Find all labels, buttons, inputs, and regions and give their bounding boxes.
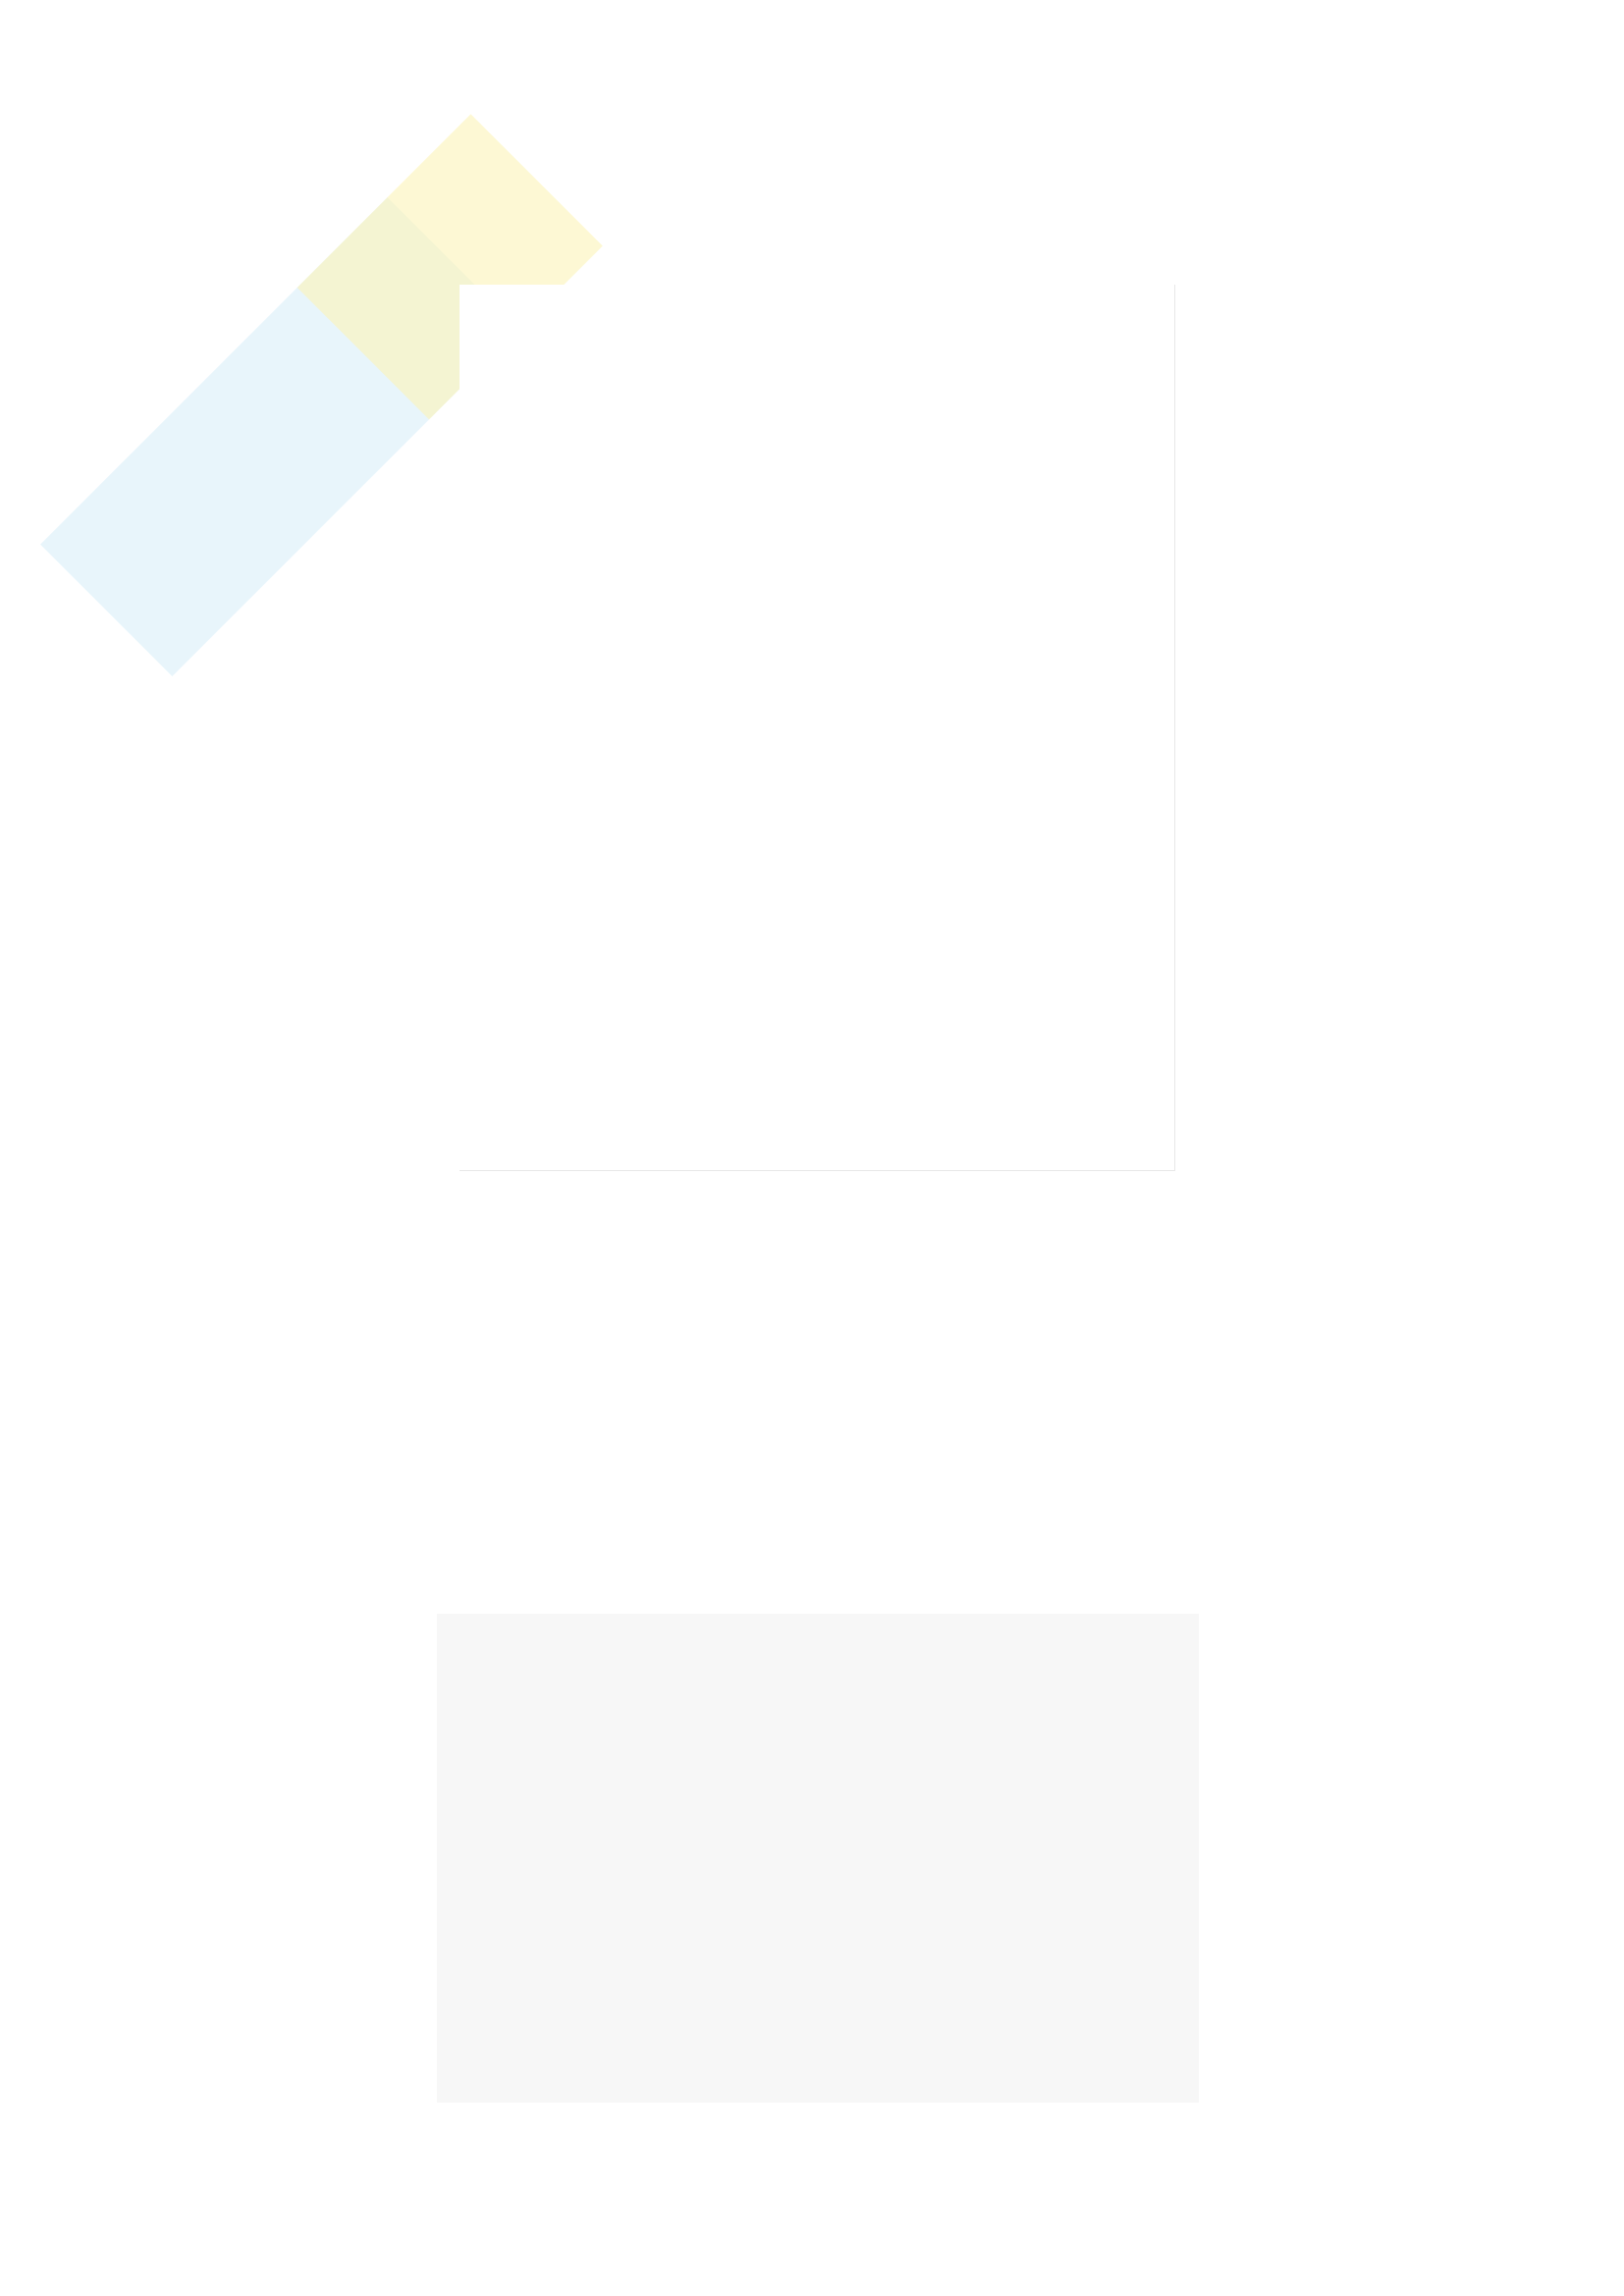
- production-flowchart: [460, 285, 1175, 1171]
- milling-operations-table: [437, 1614, 1199, 2103]
